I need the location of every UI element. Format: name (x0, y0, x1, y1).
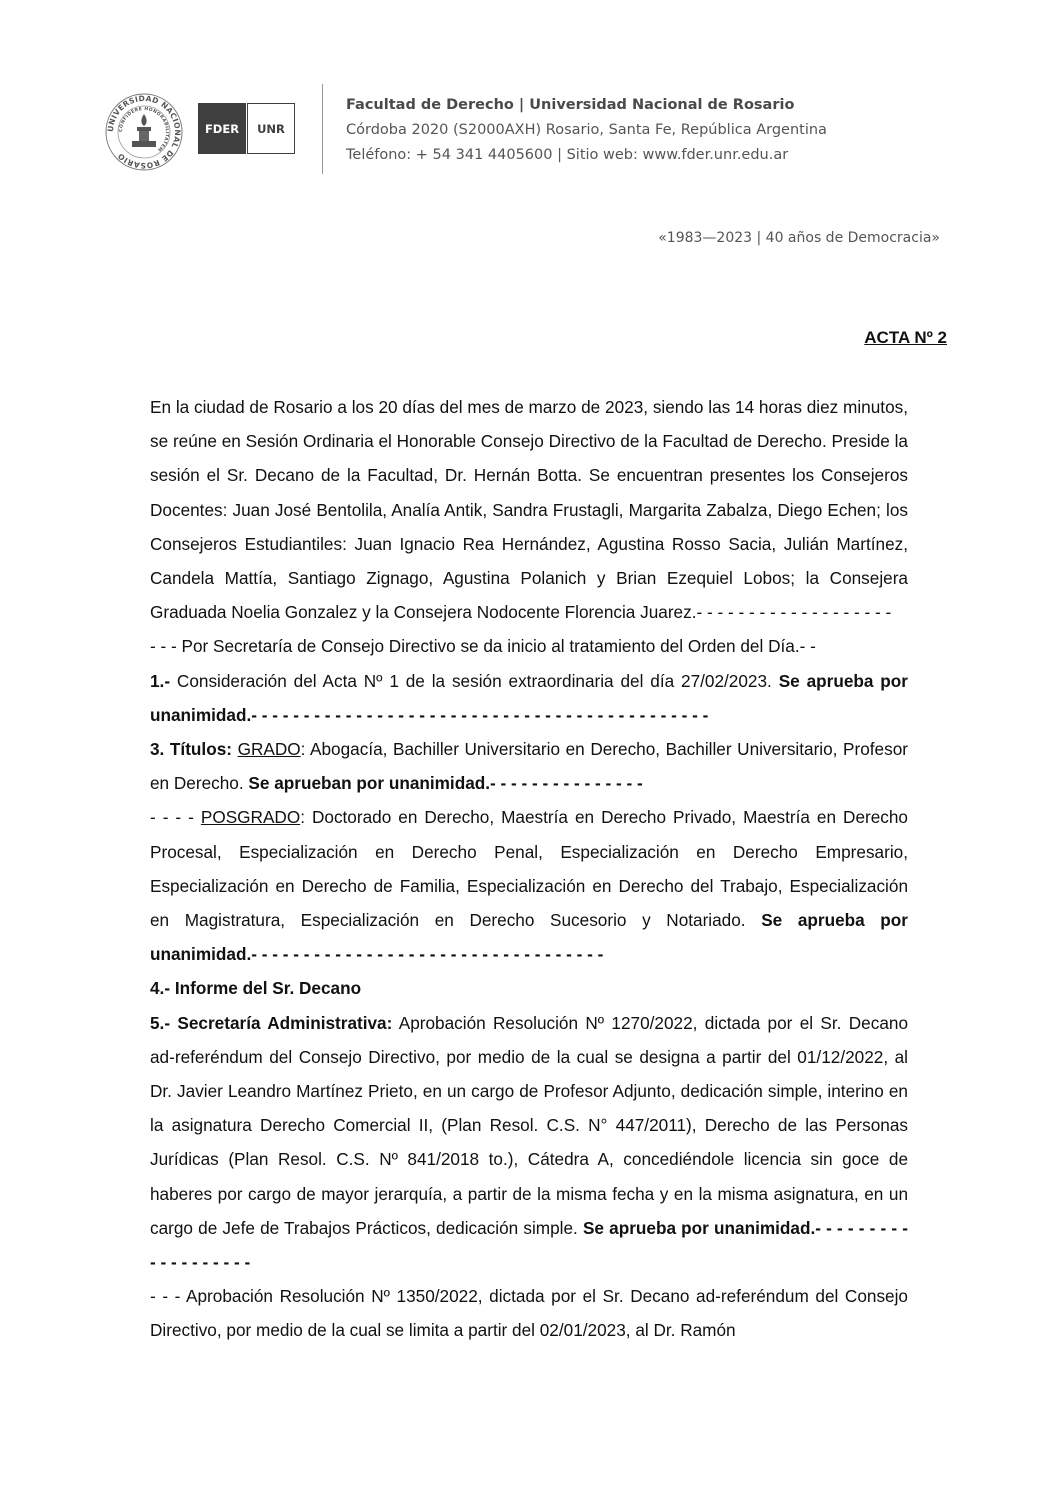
institution-contact: Teléfono: + 54 341 4405600 | Sitio web: www.fder.unr.edu.ar (346, 147, 789, 163)
unr-logo-text: UNR (257, 121, 285, 136)
grado-result: Se aprueban por unanimidad.- - - - - - - - - - - - - - - (248, 773, 643, 794)
grado-label: GRADO (237, 739, 301, 760)
posgrado-label: POSGRADO (200, 807, 301, 828)
fder-logo-text: FDER (204, 121, 240, 136)
order-intro-text: - - - Por Secretaría de Consejo Directivo se da inicio al tratamiento del Orden del Día.- - (150, 636, 816, 657)
item-1-text: Consideración del Acta Nº 1 de la sesión extraordinaria del día 27/02/2023. (170, 670, 779, 691)
item-5 (150, 1006, 908, 1280)
header-divider (322, 84, 323, 174)
item-5b (150, 1279, 908, 1347)
item-5-text: Aprobación Resolución Nº 1270/2022, dictada por el Sr. Decano ad-referéndum del Consejo Directivo, por medio de la cual se designa a partir del 01/12/2022, al Dr. Javier Leandro Martínez Prieto, en un cargo de Profesor Adjunto, dedicación simple, interino en la asignatura Derecho Comercial II, (Plan Resol. C.S. N° 447/2011), Derecho de las Personas Jurídicas (Plan Resol. C.S. Nº 841/2018 to.), Cátedra A, concediéndole licencia sin goce de haberes por cargo de mayor jerarquía, a partir de la misma fecha y en la misma asignatura, en un cargo de Jefe de Trabajos Prácticos, dedicación simple. (150, 1012, 909, 1238)
item-3-posgrado (150, 800, 908, 971)
grado-text: : Abogacía, Bachiller Universitario en Derecho, Bachiller Universitario, Profesor en Derecho. (150, 739, 908, 794)
institution-info (346, 93, 827, 168)
item-1-result: Se aprueba por unanimidad.- - - - - - - - - - - - - - - - - - - - - - - - - - - - - - - - - - - - - - - - - - - - (150, 670, 908, 725)
item-3-heading: 3. Títulos: (150, 739, 232, 760)
letterhead (0, 0, 1058, 246)
order-intro-paragraph (150, 629, 908, 663)
unr-logo (247, 103, 295, 154)
document-body (150, 390, 908, 1348)
item-1-number: 1.- (150, 670, 171, 691)
democracy-motto: «1983—2023 | 40 años de Democracia» (658, 230, 940, 246)
intro-text: En la ciudad de Rosario a los 20 días del mes de marzo de 2023, siendo las 14 horas diez minutos, se reúne en Sesión Ordinaria el Honorable Consejo Directivo de la Facultad de Derecho. Preside la sesión el Sr. Decano de la Facultad, Dr. Hernán Botta. Se encuentran presentes los Consejeros Docentes: Juan José Bentolila, Analía Antik, Sandra Frustagli, Margarita Zabalza, Diego Echen; los Consejeros Estudiantiles: Juan Ignacio Rea Hernández, Agustina Rosso Sacia, Julián Martínez, Candela Mattía, Santiago Zignago, Agustina Polanich y Brian Ezequiel Lobos; la Consejera Graduada Noelia Gonzalez y la Consejera Nodocente Florencia Juarez.- - - - - - - - - - - - - - - - - - - (150, 397, 908, 623)
fder-logo (198, 103, 246, 154)
posgrado-text: : Doctorado en Derecho, Maestría en Derecho Privado, Maestría en Derecho Procesal, Especialización en Derecho Penal, Especialización en Derecho Empresario, Especialización en Derecho de Familia, Especialización en Derecho del Trabajo, Especialización en Magistratura, Especialización en Derecho Sucesorio y Notariado. (150, 807, 908, 931)
institution-address: Córdoba 2020 (S2000AXH) Rosario, Santa Fe, República Argentina (346, 122, 827, 138)
svg-text:CONFIDERE HONORABILITATEM: CONFIDERE HONORABILITATEM (118, 106, 170, 152)
svg-text:UNIVERSIDAD NACIONAL DE ROSARI: UNIVERSIDAD NACIONAL DE ROSARIO (105, 93, 183, 171)
posgrado-result: Se aprueba por unanimidad.- - - - - - - - - - - - - - - - - - - - - - - - - - - - - - - - - - (150, 910, 908, 965)
item-5b-text: - - - Aprobación Resolución Nº 1350/2022, dictada por el Sr. Decano ad-referéndum del Consejo Directivo, por medio de la cual se limita a partir del 02/01/2023, al Dr. Ramón (150, 1286, 908, 1341)
item-1 (150, 664, 908, 732)
item-3-grado (150, 732, 908, 800)
document-title: ACTA Nº 2 (864, 328, 947, 347)
institution-name: Facultad de Derecho | Universidad Nacional de Rosario (346, 97, 795, 113)
university-seal-icon (104, 92, 184, 172)
item-5-heading: 5.- Secretaría Administrativa: (150, 1012, 393, 1033)
posgrado-prefix: - - - - (150, 807, 201, 828)
item-4: 4.- Informe del Sr. Decano (150, 978, 362, 999)
item-5-result: Se aprueba por unanimidad.- - - - - - - - - - - - - - - - - - - (150, 1217, 908, 1273)
intro-paragraph (150, 390, 908, 629)
